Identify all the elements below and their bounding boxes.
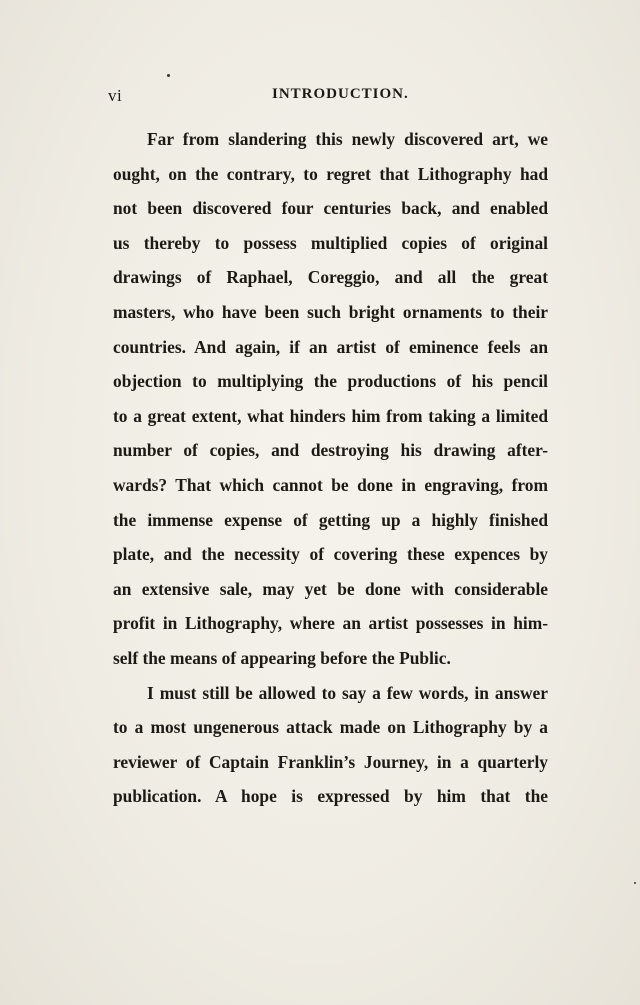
text-line: to a most ungenerous attack made on Lithography by a [113, 717, 548, 738]
text-line: an extensive sale, may yet be done with considerable [113, 578, 548, 599]
ink-speck [167, 74, 170, 77]
text-line: publication. A hope is expressed by him that the [113, 786, 548, 807]
text-line: number of copies, and destroying his drawing after- [113, 440, 548, 461]
ink-speck [634, 882, 636, 884]
text-line: objection to multiplying the productions of his pencil [113, 371, 548, 392]
text-line: plate, and the necessity of covering these expences by [113, 544, 548, 565]
text-line: reviewer of Captain Franklin’s Journey, in a quarterly [113, 751, 548, 772]
text-line: profit in Lithography, where an artist possesses in him- [113, 613, 548, 634]
text-line: I must still be allowed to say a few words, in answer [147, 682, 548, 703]
text-line: us thereby to possess multiplied copies of original [113, 232, 548, 253]
text-line: the immense expense of getting up a highly finished [113, 509, 548, 530]
text-line: drawings of Raphael, Coreggio, and all the great [113, 267, 548, 288]
page-number: vi [108, 86, 123, 105]
text-line: masters, who have been such bright ornaments to their [113, 301, 548, 322]
body-text [113, 126, 548, 818]
text-line: to a great extent, what hinders him from taking a limited [113, 405, 548, 426]
text-line: wards? That which cannot be done in engraving, from [113, 474, 548, 495]
page-header [108, 86, 548, 110]
text-line: self the means of appearing before the Public. [113, 647, 451, 668]
text-line: countries. And again, if an artist of eminence feels an [113, 336, 548, 357]
text-line: not been discovered four centuries back, and enabled [113, 198, 548, 219]
running-head: INTRODUCTION. [272, 86, 409, 102]
text-line: Far from slandering this newly discovered art, we [147, 129, 548, 149]
text-line: ought, on the contrary, to regret that Lithography had [113, 163, 548, 184]
